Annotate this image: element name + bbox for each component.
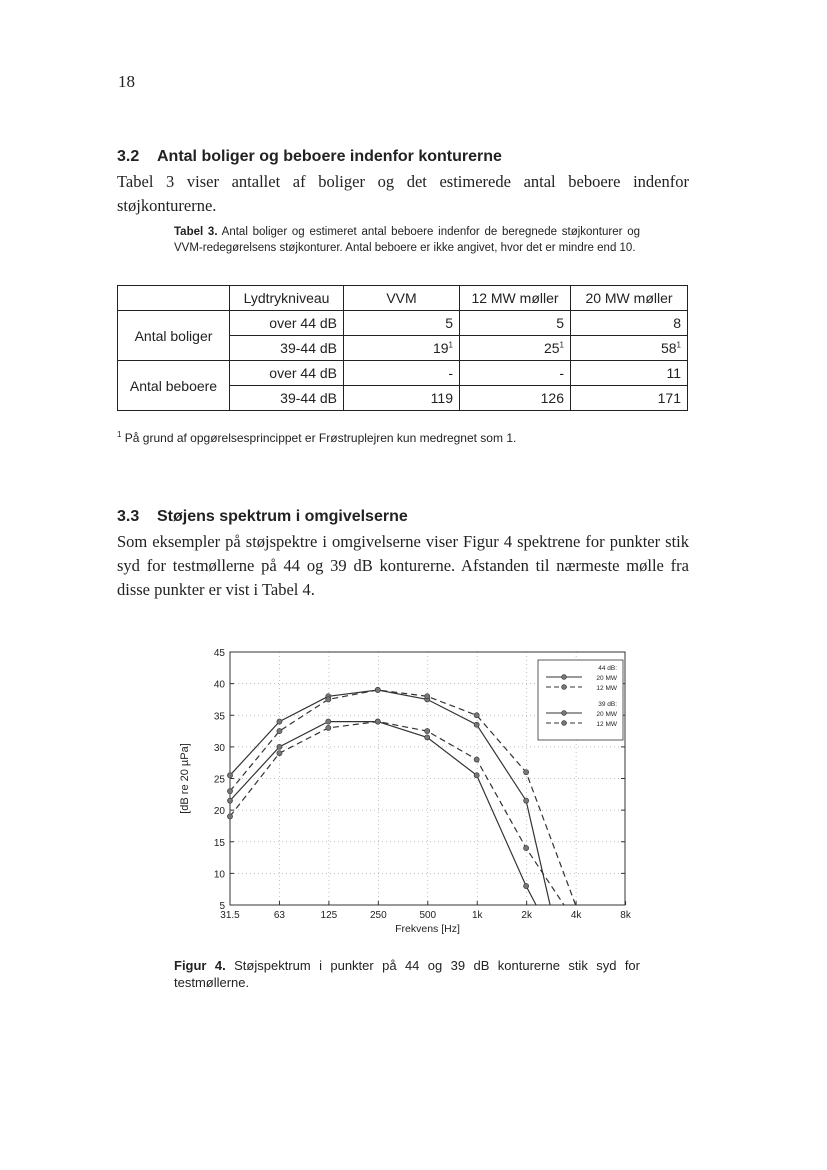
legend-entry-label: 12 MW — [596, 685, 617, 692]
data-point — [524, 798, 529, 803]
level-cell: 39-44 dB — [230, 386, 344, 411]
data-point — [227, 798, 232, 803]
legend — [538, 660, 623, 740]
mw20-cell: 171 — [571, 386, 688, 411]
level-cell: over 44 dB — [230, 311, 344, 336]
section-heading-3-2 — [117, 148, 502, 166]
data-point — [227, 773, 232, 778]
figure-caption — [174, 957, 640, 991]
spectrum-chart — [160, 640, 640, 940]
data-point — [277, 728, 282, 733]
mw20-cell: 8 — [571, 311, 688, 336]
data-point — [326, 697, 331, 702]
page-number: 18 — [118, 72, 135, 91]
y-tick-label: 35 — [213, 711, 225, 723]
x-tick-label: 2k — [521, 910, 532, 921]
mw20-cell: 11 — [571, 361, 688, 386]
footnote-marker: 1 — [676, 340, 681, 350]
y-tick-label: 45 — [213, 648, 225, 659]
table-caption-label: Tabel 3. — [174, 226, 218, 238]
data-point — [474, 713, 479, 718]
section-title: Antal boliger og beboere indenfor konturerne — [157, 148, 502, 165]
figure-caption-text: Støjspektrum i punkter på 44 og 39 dB konturerne stik syd for testmøllerne. — [174, 958, 640, 990]
section-number: 3.3 — [117, 508, 140, 525]
footnote-marker: 1 — [448, 340, 453, 350]
legend-group-title: 44 dB: — [598, 665, 617, 672]
table-caption — [174, 224, 640, 256]
legend-marker — [562, 685, 567, 690]
series-line — [230, 722, 536, 905]
x-tick-label: 4k — [570, 910, 582, 921]
y-tick-label: 5 — [219, 901, 225, 912]
mw12-cell: $25^1$ — [460, 336, 571, 361]
data-point — [277, 719, 282, 724]
vvm-cell: 119 — [344, 386, 460, 411]
data-point — [227, 814, 232, 819]
y-tick-label: 15 — [213, 837, 225, 849]
footnote — [117, 431, 516, 445]
data-point — [425, 735, 430, 740]
vvm-cell: - — [344, 361, 460, 386]
legend-entry-label: 20 MW — [596, 711, 617, 718]
legend-box — [538, 660, 623, 740]
legend-marker — [562, 675, 567, 680]
table-row — [118, 361, 688, 386]
legend-entry-label: 20 MW — [596, 675, 617, 682]
figure-caption-label: Figur 4. — [174, 958, 226, 973]
table-header-20mw: 20 MW møller — [571, 286, 688, 311]
section-heading-3-3 — [117, 508, 408, 526]
x-tick-label: 250 — [369, 910, 387, 921]
data-point — [474, 757, 479, 762]
data-point — [524, 883, 529, 888]
table-header-row — [118, 286, 688, 311]
mw20-cell: $58^1$ — [571, 336, 688, 361]
legend-entry-label: 12 MW — [596, 721, 617, 728]
table-caption-text: Antal boliger og estimeret antal beboere indenfor de beregnede støjkonturer og VVM-redegørelsens støjkonturer. Antal beboere er ikke angivet, hvor det er mindre end 10. — [174, 226, 641, 254]
x-tick-label: 500 — [419, 910, 437, 921]
table-header-vvm: VVM — [344, 286, 460, 311]
data-point — [425, 694, 430, 699]
table-header-12mw: 12 MW møller — [460, 286, 571, 311]
footnote-marker: 1 — [117, 430, 122, 439]
footnote-marker: 1 — [559, 340, 564, 350]
y-tick-label: 40 — [213, 679, 225, 691]
data-point — [524, 845, 529, 850]
legend-marker — [562, 721, 567, 726]
section-title: Støjens spektrum i omgivelserne — [157, 508, 408, 525]
x-tick-label: 125 — [320, 910, 338, 921]
level-cell: over 44 dB — [230, 361, 344, 386]
y-tick-label: 30 — [213, 742, 225, 754]
section-3-3-body: Som eksempler på støjspektre i omgivelserne viser Figur 4 spektrene for punkter stik syd for testmøllerne på 44 og 39 dB konturerne. Afstanden til nærmeste mølle fra disse punkter er vist i Tabel 4. — [117, 532, 689, 599]
table-header-level: Lydtrykniveau — [230, 286, 344, 311]
legend-group-title: 39 dB: — [598, 701, 617, 708]
table-row — [118, 311, 688, 336]
mw12-cell: - — [460, 361, 571, 386]
level-cell: 39-44 dB — [230, 336, 344, 361]
x-tick-label: 31.5 — [220, 910, 240, 921]
data-point — [227, 789, 232, 794]
data-point — [375, 687, 380, 692]
y-tick-label: 10 — [213, 869, 225, 881]
x-tick-label: 1k — [471, 910, 483, 921]
data-point — [474, 722, 479, 727]
footnote-text: På grund af opgørelsesprincippet er Frøstruplejren kun medregnet som 1. — [124, 431, 517, 445]
section-3-2-body: Tabel 3 viser antallet af boliger og det estimerede antal beboere indenfor støjkonturerne. — [117, 172, 689, 215]
data-point — [326, 719, 331, 724]
mw12-cell: 126 — [460, 386, 571, 411]
data-point — [277, 751, 282, 756]
data-table — [117, 285, 688, 411]
x-tick-label: 63 — [273, 910, 286, 921]
x-tick-label: 8k — [620, 910, 631, 921]
group-label-boliger: Antal boliger — [118, 311, 230, 361]
section-number: 3.2 — [117, 148, 140, 165]
x-axis-label: Frekvens [Hz] — [395, 923, 460, 935]
data-point — [277, 744, 282, 749]
table-header-empty — [118, 286, 230, 311]
y-tick-label: 20 — [213, 806, 225, 818]
data-point — [375, 719, 380, 724]
data-point — [524, 770, 529, 775]
group-label-beboere: Antal beboere — [118, 361, 230, 411]
legend-marker — [562, 711, 567, 716]
vvm-cell: 5 — [344, 311, 460, 336]
data-point — [474, 773, 479, 778]
y-tick-label: 25 — [213, 774, 225, 786]
data-point — [425, 728, 430, 733]
data-point — [326, 725, 331, 730]
y-axis-label: [dB re 20 µPa] — [179, 743, 191, 814]
mw12-cell: 5 — [460, 311, 571, 336]
vvm-cell: $19^1$ — [344, 336, 460, 361]
